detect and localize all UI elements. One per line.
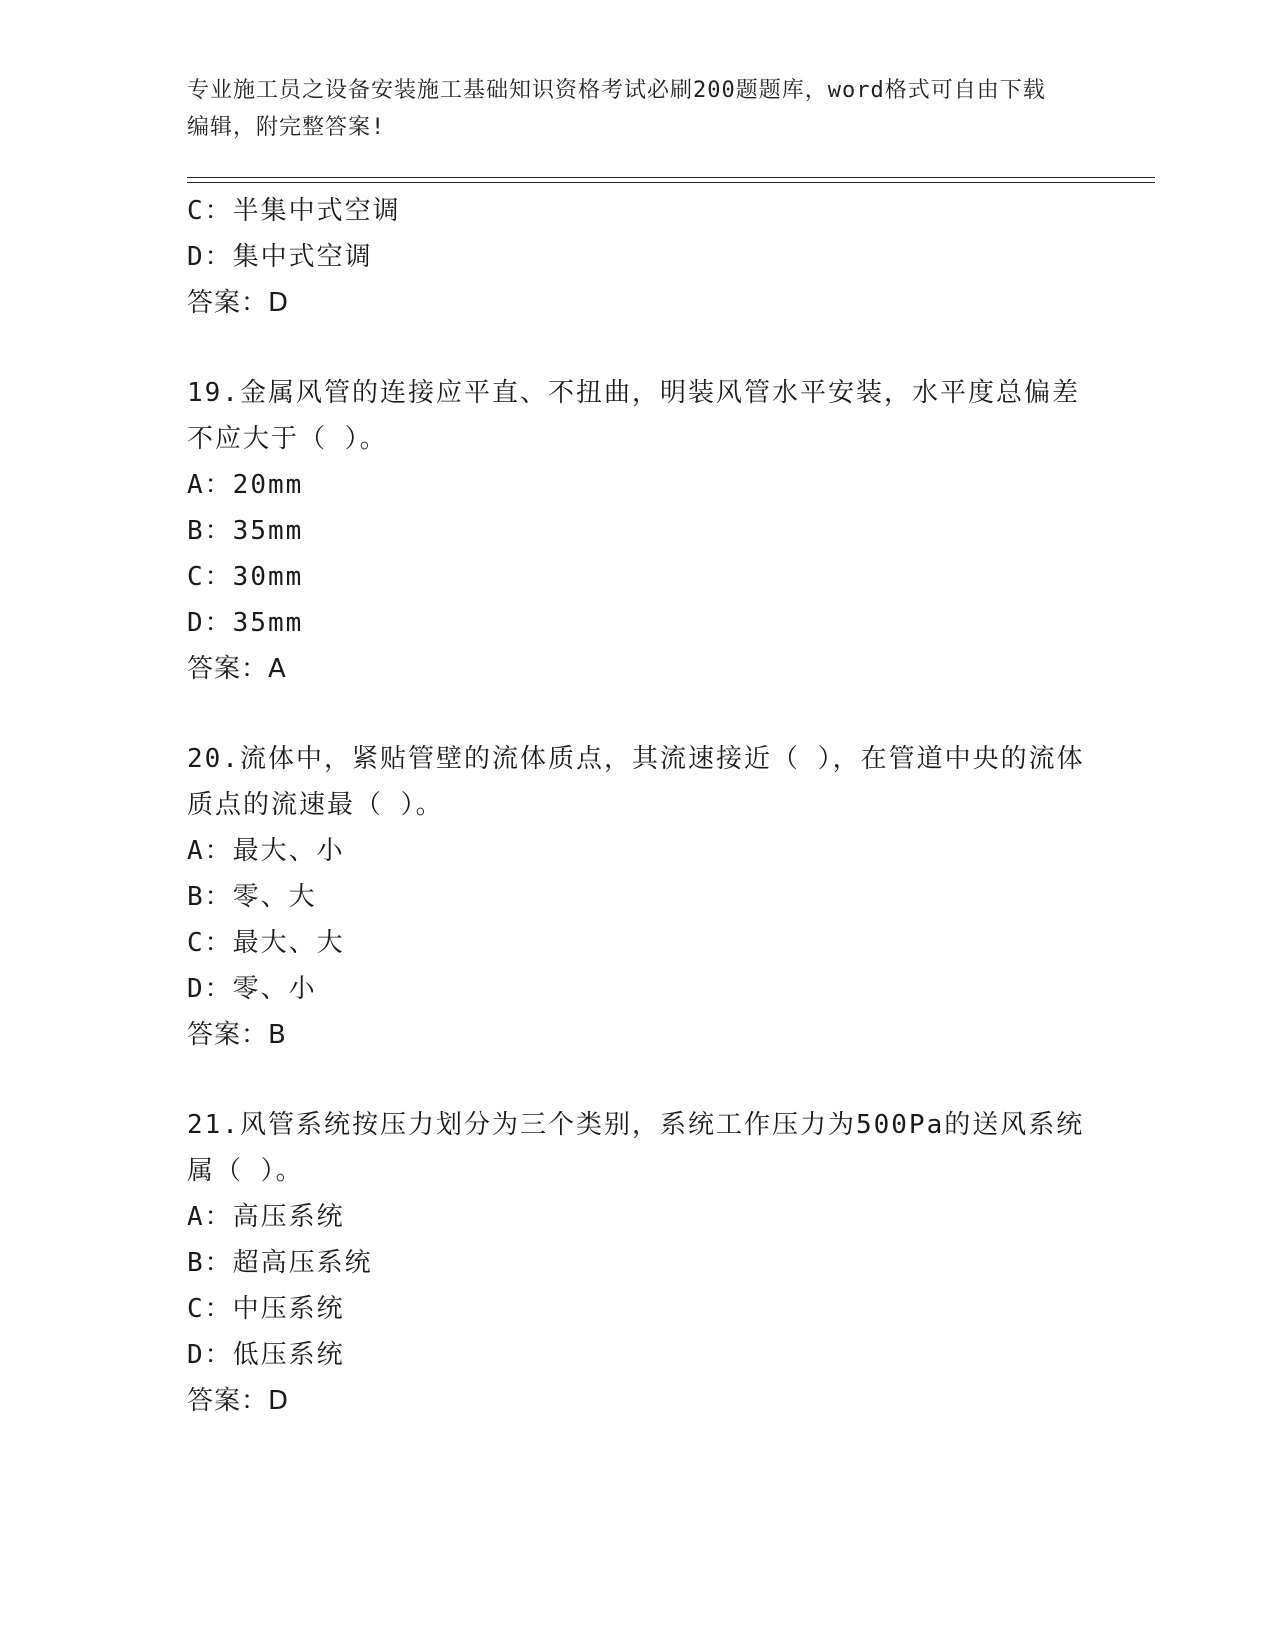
document-header: 专业施工员之设备安装施工基础知识资格考试必刷200题题库，word格式可自由下载编辑，附完整答案! [187, 78, 1046, 140]
option-text: 集中式空调 [232, 242, 373, 272]
question-21 [187, 1102, 1087, 1424]
option-text: 高压系统 [232, 1202, 345, 1232]
option-label: D [187, 608, 205, 638]
option-label: D [187, 1340, 205, 1370]
option-text: 零、小 [232, 974, 317, 1004]
option-text: 超高压系统 [232, 1248, 373, 1278]
option-label: C [187, 196, 205, 226]
question-19 [187, 370, 1087, 692]
option-text: 最大、小 [232, 836, 345, 866]
prev-question-block [187, 188, 1087, 326]
option-c: C：30mm [187, 562, 304, 592]
option-label: C [187, 1294, 205, 1324]
option-text: 低压系统 [232, 1340, 345, 1370]
answer-line: 答案：D [187, 1386, 290, 1416]
option-text: 半集中式空调 [232, 196, 401, 226]
option-d: D：集中式空调 [187, 242, 373, 272]
question-20 [187, 736, 1087, 1058]
option-label: B [187, 882, 205, 912]
option-a: A：20mm [187, 470, 304, 500]
option-label: D [187, 242, 205, 272]
option-a: A：最大、小 [187, 836, 345, 866]
option-text: 35mm [232, 608, 304, 638]
option-label: A [187, 836, 205, 866]
option-d: D：低压系统 [187, 1340, 345, 1370]
option-d: D：35mm [187, 608, 304, 638]
question-stem: 19.金属风管的连接应平直、不扭曲，明装风管水平安装，水平度总偏差不应大于（ ）。 [187, 378, 1080, 454]
option-b: B：零、大 [187, 882, 317, 912]
option-b: B：35mm [187, 516, 304, 546]
option-label: C [187, 928, 205, 958]
question-stem: 21.风管系统按压力划分为三个类别，系统工作压力为500Pa的送风系统属（ ）。 [187, 1110, 1085, 1186]
option-label: C [187, 562, 205, 592]
option-label: A [187, 1202, 205, 1232]
question-content [187, 188, 1087, 1424]
option-label: B [187, 1248, 205, 1278]
question-stem: 20.流体中，紧贴管壁的流体质点，其流速接近（ ），在管道中央的流体质点的流速最（ ）。 [187, 744, 1085, 820]
header-divider-top [187, 177, 1155, 178]
option-a: A：高压系统 [187, 1202, 345, 1232]
answer-line: 答案：A [187, 654, 287, 684]
option-text: 35mm [232, 516, 304, 546]
answer-line: 答案：D [187, 288, 290, 318]
option-c: C：最大、大 [187, 928, 345, 958]
option-c: C：中压系统 [187, 1294, 345, 1324]
option-c: C：半集中式空调 [187, 196, 401, 226]
option-text: 最大、大 [232, 928, 345, 958]
option-label: A [187, 470, 205, 500]
header-divider-bottom [187, 182, 1155, 183]
option-text: 零、大 [232, 882, 317, 912]
option-text: 中压系统 [232, 1294, 345, 1324]
option-label: D [187, 974, 205, 1004]
answer-line: 答案：B [187, 1020, 287, 1050]
option-b: B：超高压系统 [187, 1248, 373, 1278]
option-text: 20mm [232, 470, 304, 500]
option-text: 30mm [232, 562, 304, 592]
option-d: D：零、小 [187, 974, 317, 1004]
option-label: B [187, 516, 205, 546]
